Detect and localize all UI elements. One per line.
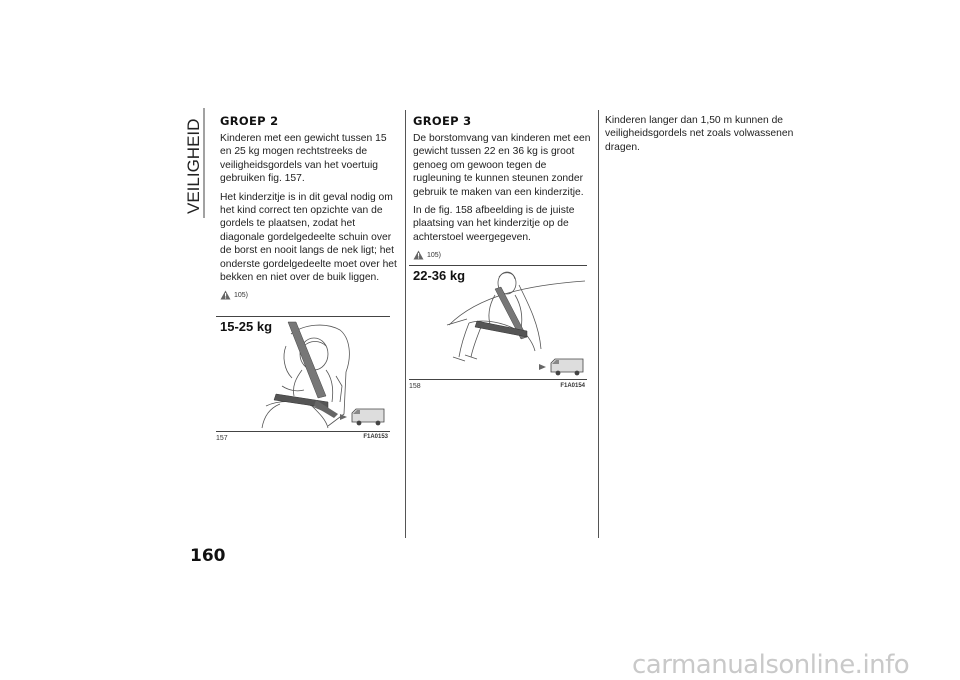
figure-157-bottom-rule <box>216 431 390 432</box>
figure-158-code: F1A0154 <box>560 383 585 389</box>
group2-warning <box>220 290 398 300</box>
side-title <box>180 108 210 218</box>
group2-warning-ref: 105) <box>234 291 249 299</box>
warning-triangle-icon <box>220 290 231 300</box>
group3-paragraph-1: De borstomvang van kinderen met een gewicht tussen 22 en 36 kg is groot genoeg om gewoon tegen de rugleuning te kunnen steunen zonder gebruik te maken van een kinderzitje. <box>413 133 591 198</box>
group2-paragraph-1: Kinderen met een gewicht tussen 15 en 25 kg mogen rechtstreeks de veiligheidsgordels van het voertuig gebruiken fig. 157. <box>220 133 387 185</box>
group3-paragraph-2: In de fig. 158 afbeelding is de juiste plaatsing van het kinderzitje op de achterstoel weergegeven. <box>413 205 575 243</box>
van-icon <box>340 409 384 425</box>
group2-paragraph-2: Het kinderzitje is in dit geval nodig om het kind correct ten opzichte van de gordels te plaatsen, zodat het diagonale gordelgedeelte schuin over de borst en nooit langs de nek ligt; het onderste gordelgedeelte moet over het bekken en niet over de buik liggen. <box>220 191 397 284</box>
column3-paragraph-1: Kinderen langer dan 1,50 m kunnen de veiligheidsgordels net zoals volwassenen dragen. <box>605 115 794 153</box>
figure-157-code: F1A0153 <box>363 434 388 440</box>
figure-158 <box>409 265 587 395</box>
figure-158-number: 158 <box>409 383 421 390</box>
figure-157 <box>216 316 390 446</box>
figure-157-number: 157 <box>216 435 228 442</box>
group3-heading: GROEP 3 <box>413 114 472 128</box>
column-3 <box>605 114 795 159</box>
column-divider-1 <box>405 110 406 538</box>
column-group2 <box>220 114 398 304</box>
group2-heading: GROEP 2 <box>220 114 279 128</box>
figure-157-weight-label: 15-25 kg <box>220 319 273 334</box>
van-icon <box>539 359 583 375</box>
side-title-text: VEILIGHEID <box>184 118 203 214</box>
group3-warning-ref: 105) <box>427 251 442 259</box>
warning-triangle-icon <box>413 250 424 260</box>
column-divider-2 <box>598 110 599 538</box>
column-group3 <box>413 114 591 264</box>
figure-158-weight-label: 22-36 kg <box>413 268 466 283</box>
footer-watermark: carmanualsonline.info <box>632 650 910 680</box>
page-number: 160 <box>190 546 226 566</box>
group3-warning <box>413 250 591 260</box>
figure-158-bottom-rule <box>409 379 587 380</box>
